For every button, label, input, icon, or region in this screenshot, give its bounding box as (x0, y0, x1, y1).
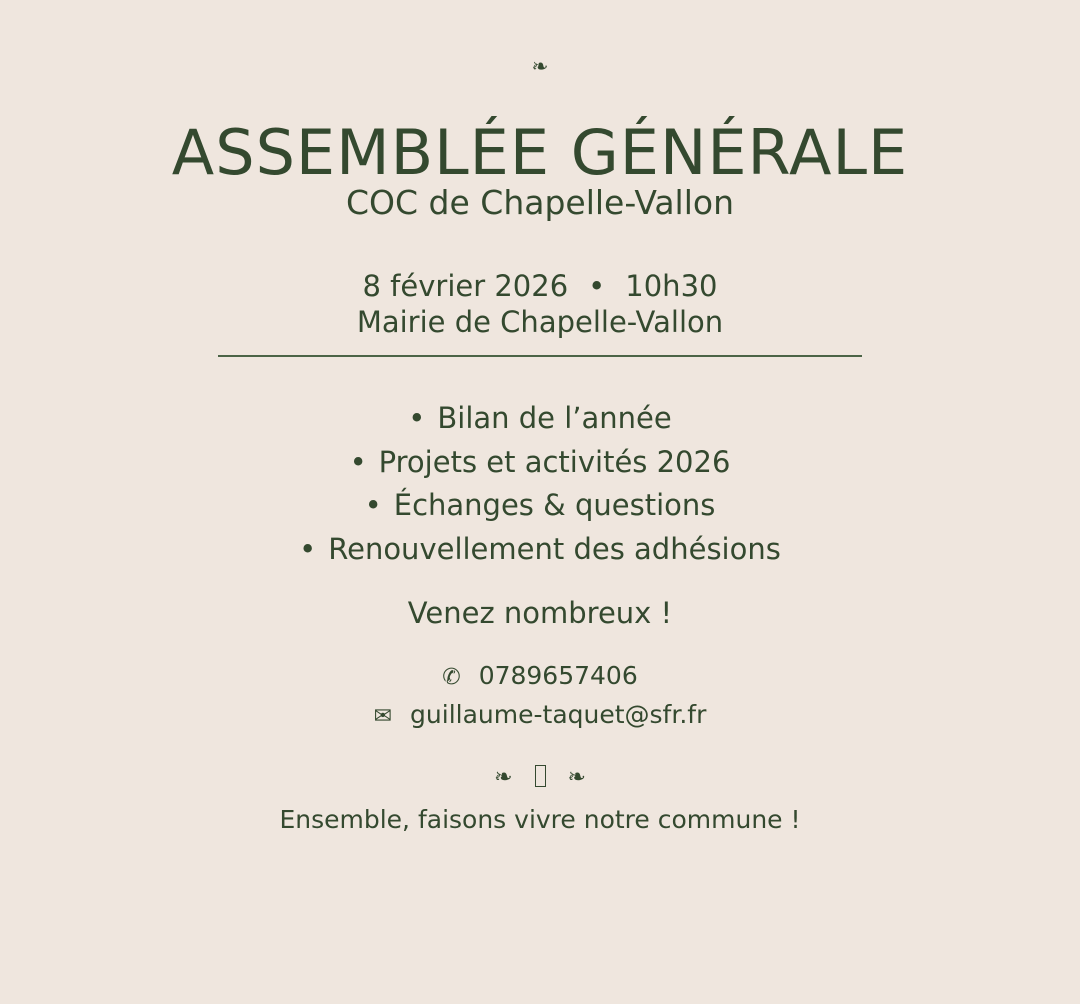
agenda-item-label: Échanges & questions (393, 488, 716, 523)
bullet-icon: • (299, 531, 317, 566)
left-fleuron-icon: ❧ (494, 765, 513, 790)
email-address[interactable]: guillaume-taquet@sfr.fr (410, 700, 707, 729)
bullet-icon: • (408, 401, 426, 435)
call-to-action: Venez nombreux ! (407, 596, 673, 630)
closing-slogan: Ensemble, faisons vivre notre commune ! (279, 805, 801, 834)
agenda-item (0, 397, 1080, 441)
contact-phone (0, 660, 1080, 694)
agenda-item-label: Projets et activités 2026 (378, 444, 731, 479)
date-time-separator: • (588, 269, 606, 303)
phone-number[interactable]: 0789657406 (478, 661, 638, 690)
event-venue: Mairie de Chapelle-Vallon (356, 305, 724, 339)
event-time: 10h30 (625, 269, 718, 303)
bullet-icon: • (364, 488, 382, 523)
missing-glyph-icon (535, 765, 546, 787)
phone-icon: ✆ (442, 665, 461, 690)
agenda-item-label: Bilan de l’année (437, 401, 672, 435)
agenda-item (0, 528, 1080, 572)
event-date-time (0, 268, 1080, 304)
divider (218, 355, 862, 357)
top-fleuron-icon: ❧ (531, 54, 549, 78)
organization-name: COC de Chapelle-Vallon (345, 183, 734, 222)
agenda-item (0, 441, 1080, 485)
agenda-item-label: Renouvellement des adhésions (328, 531, 781, 566)
agenda-list (0, 397, 1080, 571)
envelope-icon: ✉ (373, 704, 393, 729)
page-title: ASSEMBLÉE GÉNÉRALE (171, 116, 909, 189)
bottom-ornament (0, 762, 1080, 794)
event-date: 8 février 2026 (362, 269, 569, 303)
contact-email (0, 699, 1080, 733)
bullet-icon: • (349, 444, 367, 479)
right-fleuron-icon: ❧ (567, 765, 586, 790)
agenda-item (0, 484, 1080, 528)
